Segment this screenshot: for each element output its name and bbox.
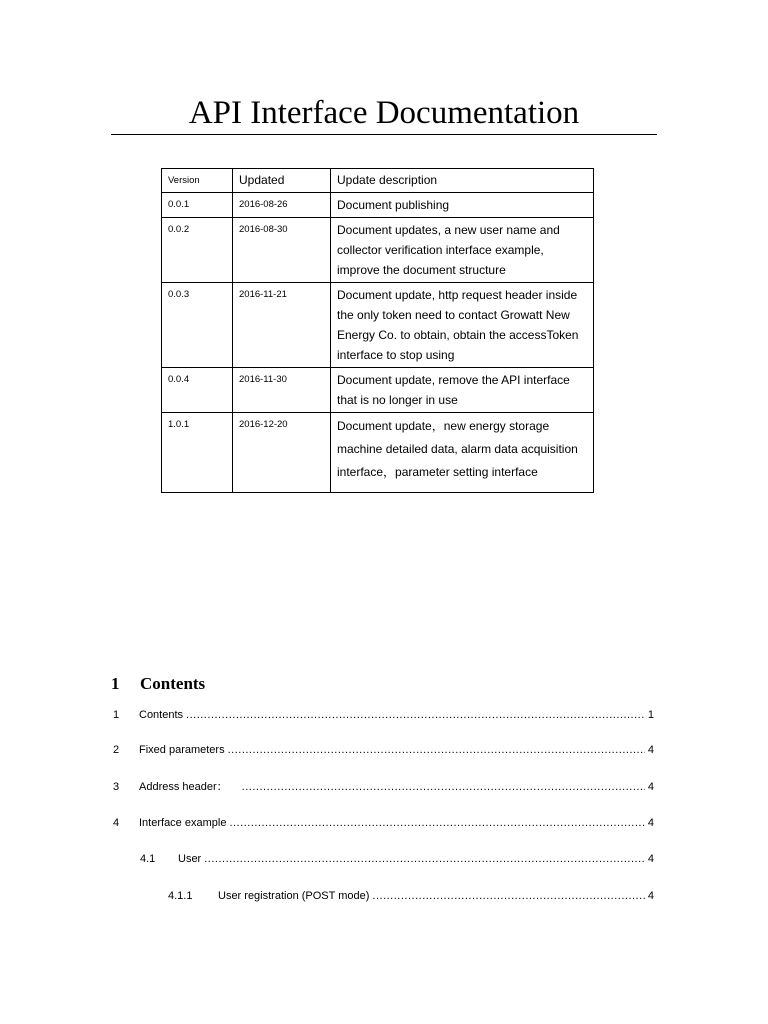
toc-leader-dots	[229, 815, 644, 831]
toc-entry-number: 2	[113, 744, 120, 756]
toc-entry-page: 4	[647, 890, 654, 902]
date-cell: 2016-08-26	[233, 193, 331, 218]
toc-entry-text: Interface example	[139, 817, 227, 829]
toc-entry-number: 4	[113, 817, 120, 829]
revision-history-table	[161, 168, 594, 493]
table-row	[162, 218, 594, 283]
date-cell: 2016-11-30	[233, 368, 331, 413]
toc-entry-text: Fixed parameters	[139, 744, 225, 756]
table-row	[162, 193, 594, 218]
column-header-updated: Updated	[233, 169, 331, 193]
toc-leader-dots	[242, 779, 645, 795]
toc-entry-page: 4	[647, 817, 654, 829]
version-cell: 0.0.3	[162, 283, 233, 368]
contents-heading	[111, 673, 205, 695]
table-row	[162, 368, 594, 413]
toc-entry	[113, 815, 654, 831]
column-header-version: Version	[162, 169, 233, 193]
table-row	[162, 413, 594, 493]
description-cell: Document publishing	[331, 193, 594, 218]
toc-entry-page: 1	[647, 709, 654, 721]
description-cell: Document update, remove the API interface that is no longer in use	[331, 368, 594, 413]
description-cell: Document update，new energy storage machine detailed data, alarm data acquisition interface，parameter setting interface	[331, 413, 594, 493]
description-cell: Document update, http request header inside the only token need to contact Growatt New Energy Co. to obtain, obtain the accessToken interface to stop using	[331, 283, 594, 368]
description-cell: Document updates, a new user name and collector verification interface example, improve the document structure	[331, 218, 594, 283]
toc-leader-dots	[372, 888, 644, 904]
toc-entry	[168, 888, 654, 904]
toc-leader-dots	[186, 707, 645, 723]
version-cell: 0.0.1	[162, 193, 233, 218]
toc-entry-page: 4	[647, 853, 654, 865]
toc-entry-number: 4.1	[140, 853, 156, 865]
date-cell: 2016-12-20	[233, 413, 331, 493]
toc-entry-page: 4	[647, 781, 654, 793]
toc-entry	[140, 851, 654, 867]
table-header-row	[162, 169, 594, 193]
table-row	[162, 283, 594, 368]
toc-entry-number: 1	[113, 709, 120, 721]
toc-entry-text: User registration (POST mode)	[218, 890, 370, 902]
toc-entry-text: Address header：	[139, 781, 228, 793]
toc-entry-text: Contents	[139, 709, 184, 721]
date-cell: 2016-08-30	[233, 218, 331, 283]
contents-heading-text: Contents	[140, 674, 206, 693]
toc-entry-text: User	[178, 853, 202, 865]
toc-entry-number: 4.1.1	[168, 890, 193, 902]
date-cell: 2016-11-21	[233, 283, 331, 368]
toc-entry-page: 4	[647, 744, 654, 756]
column-header-description: Update description	[331, 169, 594, 193]
page-title: API Interface Documentation	[188, 95, 580, 131]
toc-leader-dots	[204, 851, 645, 867]
title-divider	[111, 134, 657, 135]
toc-entry	[113, 779, 654, 795]
toc-entry	[113, 742, 654, 758]
version-cell: 0.0.2	[162, 218, 233, 283]
contents-heading-number: 1	[111, 674, 120, 693]
toc-leader-dots	[228, 742, 645, 758]
toc-entry	[113, 707, 654, 723]
toc-entry-number: 3	[113, 781, 120, 793]
version-cell: 1.0.1	[162, 413, 233, 493]
version-cell: 0.0.4	[162, 368, 233, 413]
